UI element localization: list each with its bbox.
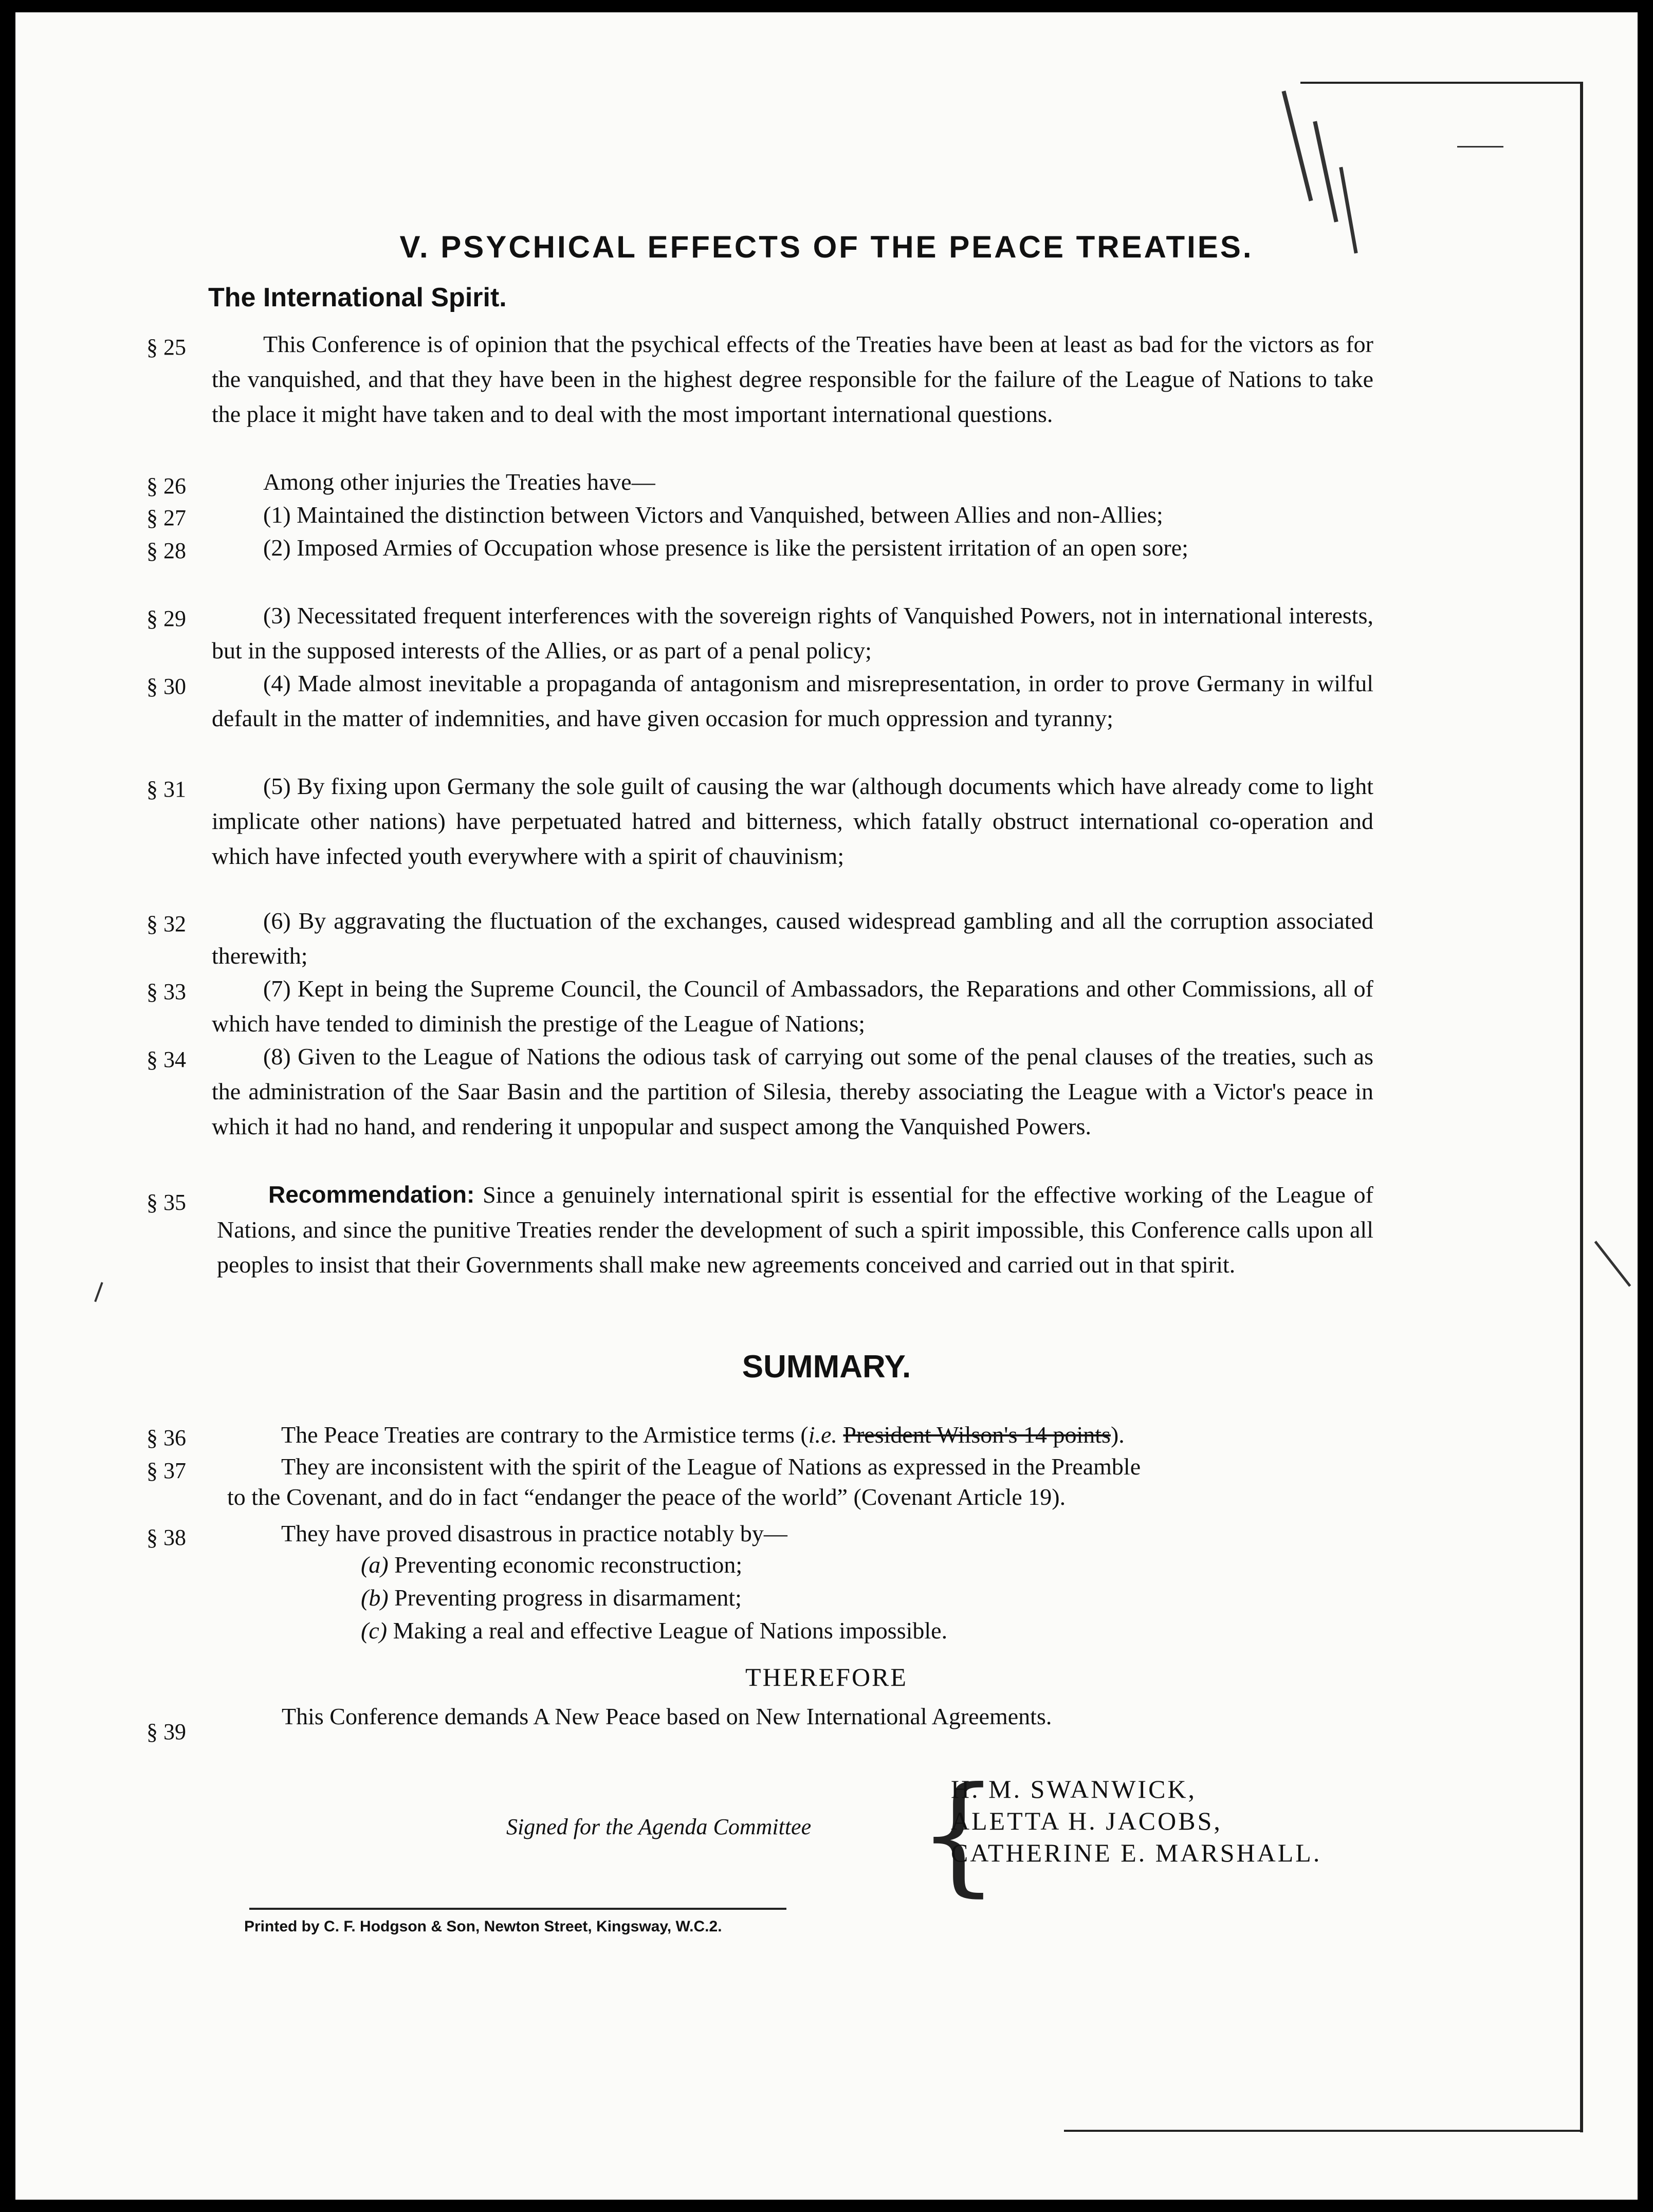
scan-mark: [1594, 1241, 1631, 1287]
paragraph-text: (1) Maintained the distinction between Victors and Vanquished, between Allies and non-Allies;: [263, 502, 1163, 528]
paragraph-text: (4) Made almost inevitable a propaganda of antagonism and misrepresentation, in order to prove Germany in wilful default in the matter of indemnities, and have given occasion for much oppression and tyranny;: [212, 670, 1373, 731]
paragraph-29: [212, 598, 1373, 668]
paragraph-text: (3) Necessitated frequent interferences with the sovereign rights of Vanquished Powers, not in international interests, but in the supposed interests of the Allies, or as part of a penal policy;: [212, 602, 1373, 663]
section-number: § 34: [146, 1047, 186, 1072]
paragraph-27: [212, 497, 1373, 532]
summary-text: The Peace Treaties are contrary to the Armistice terms (: [281, 1422, 809, 1448]
page-title: V. PSYCHICAL EFFECTS OF THE PEACE TREATIES.: [399, 230, 1254, 264]
summary-item-a: [361, 1551, 742, 1578]
bottom-border-line: [1064, 2130, 1583, 2132]
signed-for-label: Signed for the Agenda Committee: [506, 1814, 812, 1839]
recommendation-label: Recommendation:: [268, 1181, 475, 1208]
paragraph-text: (7) Kept in being the Supreme Council, the Council of Ambassadors, the Reparations and other Commissions, all of which have tended to diminish the prestige of the League of Nations;: [212, 975, 1373, 1037]
top-border-line: [1300, 82, 1583, 84]
scan-mark: [1282, 90, 1313, 201]
summary-item-c: [361, 1617, 947, 1644]
summary-item-b: [361, 1584, 742, 1611]
printer-imprint: Printed by C. F. Hodgson & Son, Newton Street, Kingsway, W.C.2.: [244, 1918, 722, 1935]
paragraph-31: [212, 769, 1373, 874]
section-number: § 35: [146, 1190, 186, 1215]
brace-glyph: {: [917, 1759, 1000, 1909]
paragraph-text: Among other injuries the Treaties have—: [263, 469, 655, 495]
item-text: Preventing economic reconstruction;: [394, 1552, 743, 1578]
paragraph-text: (8) Given to the League of Nations the odious task of carrying out some of the penal clauses of the treaties, such as the administration of the Saar Basin and the partition of Silesia, thereby associating the League with a Victor's peace in which it had no hand, and rendering it unpopular and suspect among the Vanquished Powers.: [212, 1043, 1373, 1139]
paragraph-33: [212, 971, 1373, 1041]
summary-37-line2: to the Covenant, and do in fact “endanger the peace of the world” (Covenant Article 19).: [227, 1484, 1066, 1510]
recommendation-text: Since a genuinely international spirit is essential for the effective working of the League of Nations, and since the punitive Treaties render the development of such a spirit impossible, this Conference calls upon all peoples to insist that their Governments shall make new agreements conceived and carried out in that spirit.: [217, 1182, 1373, 1278]
section-number: § 29: [146, 606, 186, 631]
section-number: § 33: [146, 979, 186, 1004]
recommendation-paragraph: [217, 1177, 1373, 1282]
item-text: Making a real and effective League of Nations impossible.: [393, 1617, 948, 1644]
section-number: § 39: [146, 1719, 186, 1744]
summary-title: SUMMARY.: [742, 1349, 911, 1385]
ie-abbrev: i.e.: [808, 1422, 837, 1448]
paragraph-text: (2) Imposed Armies of Occupation whose presence is like the persistent irritation of an open sore;: [263, 534, 1188, 561]
section-number: § 27: [146, 505, 186, 530]
section-number: § 25: [146, 335, 186, 360]
scan-mark: [1457, 146, 1503, 148]
summary-37-line1: They are inconsistent with the spirit of the League of Nations as expressed in the Preamble: [281, 1453, 1141, 1480]
signatory-name: ALETTA H. JACOBS,: [951, 1807, 1222, 1835]
paragraph-text: (6) By aggravating the fluctuation of the exchanges, caused widespread gambling and all the corruption associated therewith;: [212, 908, 1373, 969]
paragraph-26: [212, 465, 1373, 500]
paragraph-34: [212, 1039, 1373, 1144]
item-letter: (c): [361, 1617, 388, 1644]
paragraph-text: This Conference is of opinion that the psychical effects of the Treaties have been at least as bad for the victors as for the vanquished, and that they have been in the highest degree responsible for the failure of the League of Nations to take the place it might have taken and to deal with the most important international questions.: [212, 331, 1373, 427]
item-letter: (a): [361, 1552, 389, 1578]
section-number: § 36: [146, 1425, 186, 1450]
section-number: § 38: [146, 1525, 186, 1550]
section-number: § 31: [146, 777, 186, 802]
signatory-name: CATHERINE E. MARSHALL.: [951, 1838, 1322, 1867]
summary-close: ).: [1110, 1422, 1125, 1448]
scan-mark: [1313, 121, 1338, 222]
section-number: § 32: [146, 911, 186, 936]
section-number: § 30: [146, 674, 186, 699]
summary-38: They have proved disastrous in practice notably by—: [281, 1520, 787, 1546]
section-number: § 26: [146, 473, 186, 499]
paragraph-25: [212, 327, 1373, 432]
item-text: Preventing progress in disarmament;: [394, 1584, 742, 1611]
signatory-name: H. M. SWANWICK,: [951, 1775, 1197, 1803]
paragraph-text: (5) By fixing upon Germany the sole guilt of causing the war (although documents which have already come to light implicate other nations) have perpetuated hatred and bitterness, which fatally obstruct international co-operation and which have infected youth everywhere with a spirit of chauvinism;: [212, 773, 1373, 869]
item-letter: (b): [361, 1584, 389, 1611]
section-heading: The International Spirit.: [208, 283, 507, 312]
paragraph-32: [212, 904, 1373, 973]
paragraph-28: [212, 530, 1373, 565]
scan-mark: [94, 1282, 103, 1302]
summary-39: This Conference demands A New Peace based on New International Agreements.: [282, 1703, 1052, 1729]
imprint-rule: [249, 1908, 786, 1910]
paragraph-30: [212, 666, 1373, 736]
summary-36: [281, 1417, 1381, 1452]
therefore-heading: THEREFORE: [745, 1663, 908, 1691]
document-page: [15, 12, 1638, 2200]
right-border-line: [1580, 82, 1583, 2132]
section-number: § 28: [146, 538, 186, 563]
section-number: § 37: [146, 1458, 186, 1483]
struck-text: President Wilson's 14 points: [843, 1422, 1111, 1448]
